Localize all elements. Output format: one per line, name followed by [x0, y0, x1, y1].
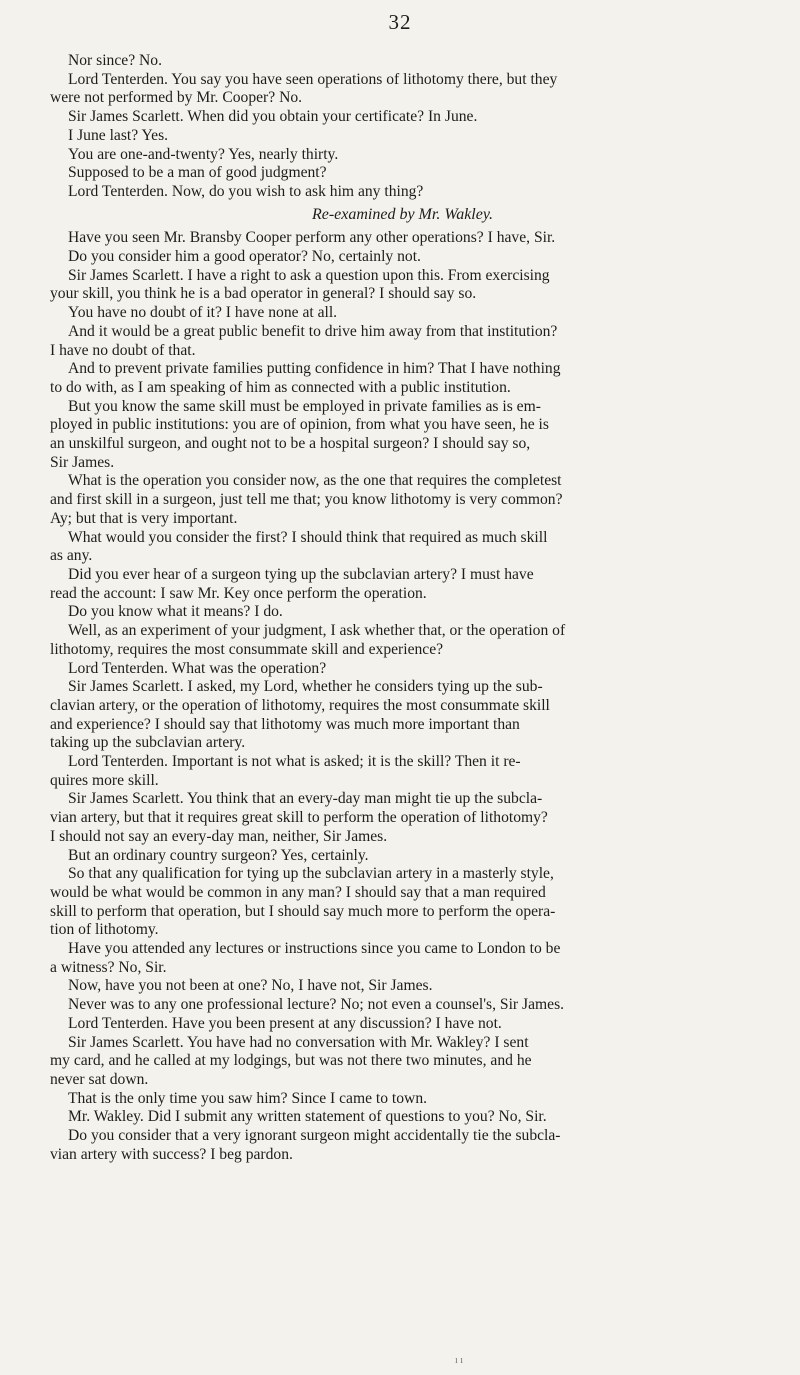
page-number: 32 — [388, 10, 412, 34]
text-line: and first skill in a surgeon, just tell me that; you know lithotomy is very common? — [50, 491, 563, 509]
text-line: clavian artery, or the operation of lithotomy, requires the most consummate skill — [50, 696, 550, 714]
text-line: Sir James. — [50, 453, 115, 471]
text-line: lithotomy, requires the most consummate skill and experience? — [50, 640, 444, 658]
text-line: That is the only time you saw him? Since I came to town. — [68, 1089, 428, 1107]
text-body — [50, 52, 755, 1164]
text-line: my card, and he called at my lodgings, but was not there two minutes, and he — [50, 1052, 532, 1070]
text-line: ployed in public institutions: you are of opinion, from what you have seen, he is — [50, 416, 549, 434]
text-line: Do you consider him a good operator? No, certainly not. — [68, 248, 421, 266]
text-line: What would you consider the first? I should think that required as much skill — [68, 528, 548, 546]
text-line: Sir James Scarlett. I have a right to ask a question upon this. From exercising — [68, 266, 550, 284]
text-line: And it would be a great public benefit to drive him away from that institution? — [68, 322, 558, 340]
text-line: Do you consider that a very ignorant surgeon might accidentally tie the subcla- — [68, 1127, 561, 1145]
text-line: read the account: I saw Mr. Key once perform the operation. — [50, 584, 427, 602]
text-line: and experience? I should say that lithotomy was much more important than — [50, 715, 520, 733]
text-line: were not performed by Mr. Cooper? No. — [50, 89, 303, 107]
text-line: your skill, you think he is a bad operator in general? I should say so. — [50, 285, 477, 303]
text-line: Mr. Wakley. Did I submit any written statement of questions to you? No, Sir. — [68, 1108, 547, 1126]
text-line: quires more skill. — [50, 771, 159, 789]
text-line: Nor since? No. — [68, 52, 162, 69]
text-line: would be what would be common in any man? I should say that a man required — [50, 883, 546, 901]
text-line: Have you seen Mr. Bransby Cooper perform any other operations? I have, Sir. — [68, 229, 556, 247]
text-line: But an ordinary country surgeon? Yes, certainly. — [68, 846, 369, 864]
text-line: an unskilful surgeon, and ought not to be a hospital surgeon? I should say so, — [50, 435, 531, 453]
text-line: a witness? No, Sir. — [50, 958, 167, 976]
text-line: taking up the subclavian artery. — [50, 734, 246, 752]
text-line: Did you ever hear of a surgeon tying up the subclavian artery? I must have — [68, 565, 534, 583]
text-line: Lord Tenterden. Now, do you wish to ask him any thing? — [68, 182, 424, 200]
text-line: as any. — [50, 547, 93, 565]
text-line: Lord Tenterden. What was the operation? — [68, 659, 327, 677]
text-line: Never was to any one professional lecture? No; not even a counsel's, Sir James. — [68, 996, 565, 1014]
text-line: I have no doubt of that. — [50, 341, 196, 359]
text-line: Sir James Scarlett. I asked, my Lord, whether he considers tying up the sub- — [68, 678, 543, 696]
text-line: You are one-and-twenty? Yes, nearly thirty. — [68, 145, 339, 163]
text-line: You have no doubt of it? I have none at all. — [68, 304, 338, 322]
text-line: What is the operation you consider now, as the one that requires the completest — [68, 472, 562, 490]
text-line: And to prevent private families putting confidence in him? That I have nothing — [68, 360, 561, 378]
text-line: So that any qualification for tying up the subclavian artery in a masterly style, — [68, 865, 554, 883]
text-line: Sir James Scarlett. When did you obtain your certificate? In June. — [68, 108, 478, 126]
text-line: vian artery with success? I beg pardon. — [50, 1145, 293, 1163]
text-line: skill to perform that operation, but I should say much more to perform the opera- — [50, 902, 556, 920]
text-line: Supposed to be a man of good judgment? — [68, 164, 327, 182]
section-heading: Re-examined by Mr. Wakley. — [311, 205, 494, 223]
text-line: to do with, as I am speaking of him as connected with a public institution. — [50, 378, 511, 396]
text-line: Have you attended any lectures or instructions since you came to London to be — [68, 940, 561, 958]
text-line: I June last? Yes. — [68, 126, 169, 144]
text-line: But you know the same skill must be employed in private families as is em- — [68, 397, 541, 415]
text-line: Lord Tenterden. Have you been present at any discussion? I have not. — [68, 1014, 502, 1032]
footer-mark: ı ı — [455, 1355, 464, 1366]
text-line: Now, have you not been at one? No, I have not, Sir James. — [68, 977, 433, 995]
text-line: tion of lithotomy. — [50, 921, 159, 939]
text-line: Sir James Scarlett. You have had no conversation with Mr. Wakley? I sent — [68, 1033, 529, 1051]
text-line: never sat down. — [50, 1070, 149, 1088]
text-line: Lord Tenterden. You say you have seen operations of lithotomy there, but they — [68, 70, 558, 88]
text-line: Lord Tenterden. Important is not what is asked; it is the skill? Then it re- — [68, 753, 521, 771]
text-line: I should not say an every-day man, neither, Sir James. — [50, 827, 388, 845]
text-line: vian artery, but that it requires great skill to perform the operation of lithotomy? — [50, 809, 548, 827]
text-line: Ay; but that is very important. — [50, 509, 238, 527]
text-line: Do you know what it means? I do. — [68, 603, 283, 621]
text-line: Well, as an experiment of your judgment, I ask whether that, or the operation of — [68, 622, 566, 640]
text-line: Sir James Scarlett. You think that an every-day man might tie up the subcla- — [68, 790, 543, 808]
